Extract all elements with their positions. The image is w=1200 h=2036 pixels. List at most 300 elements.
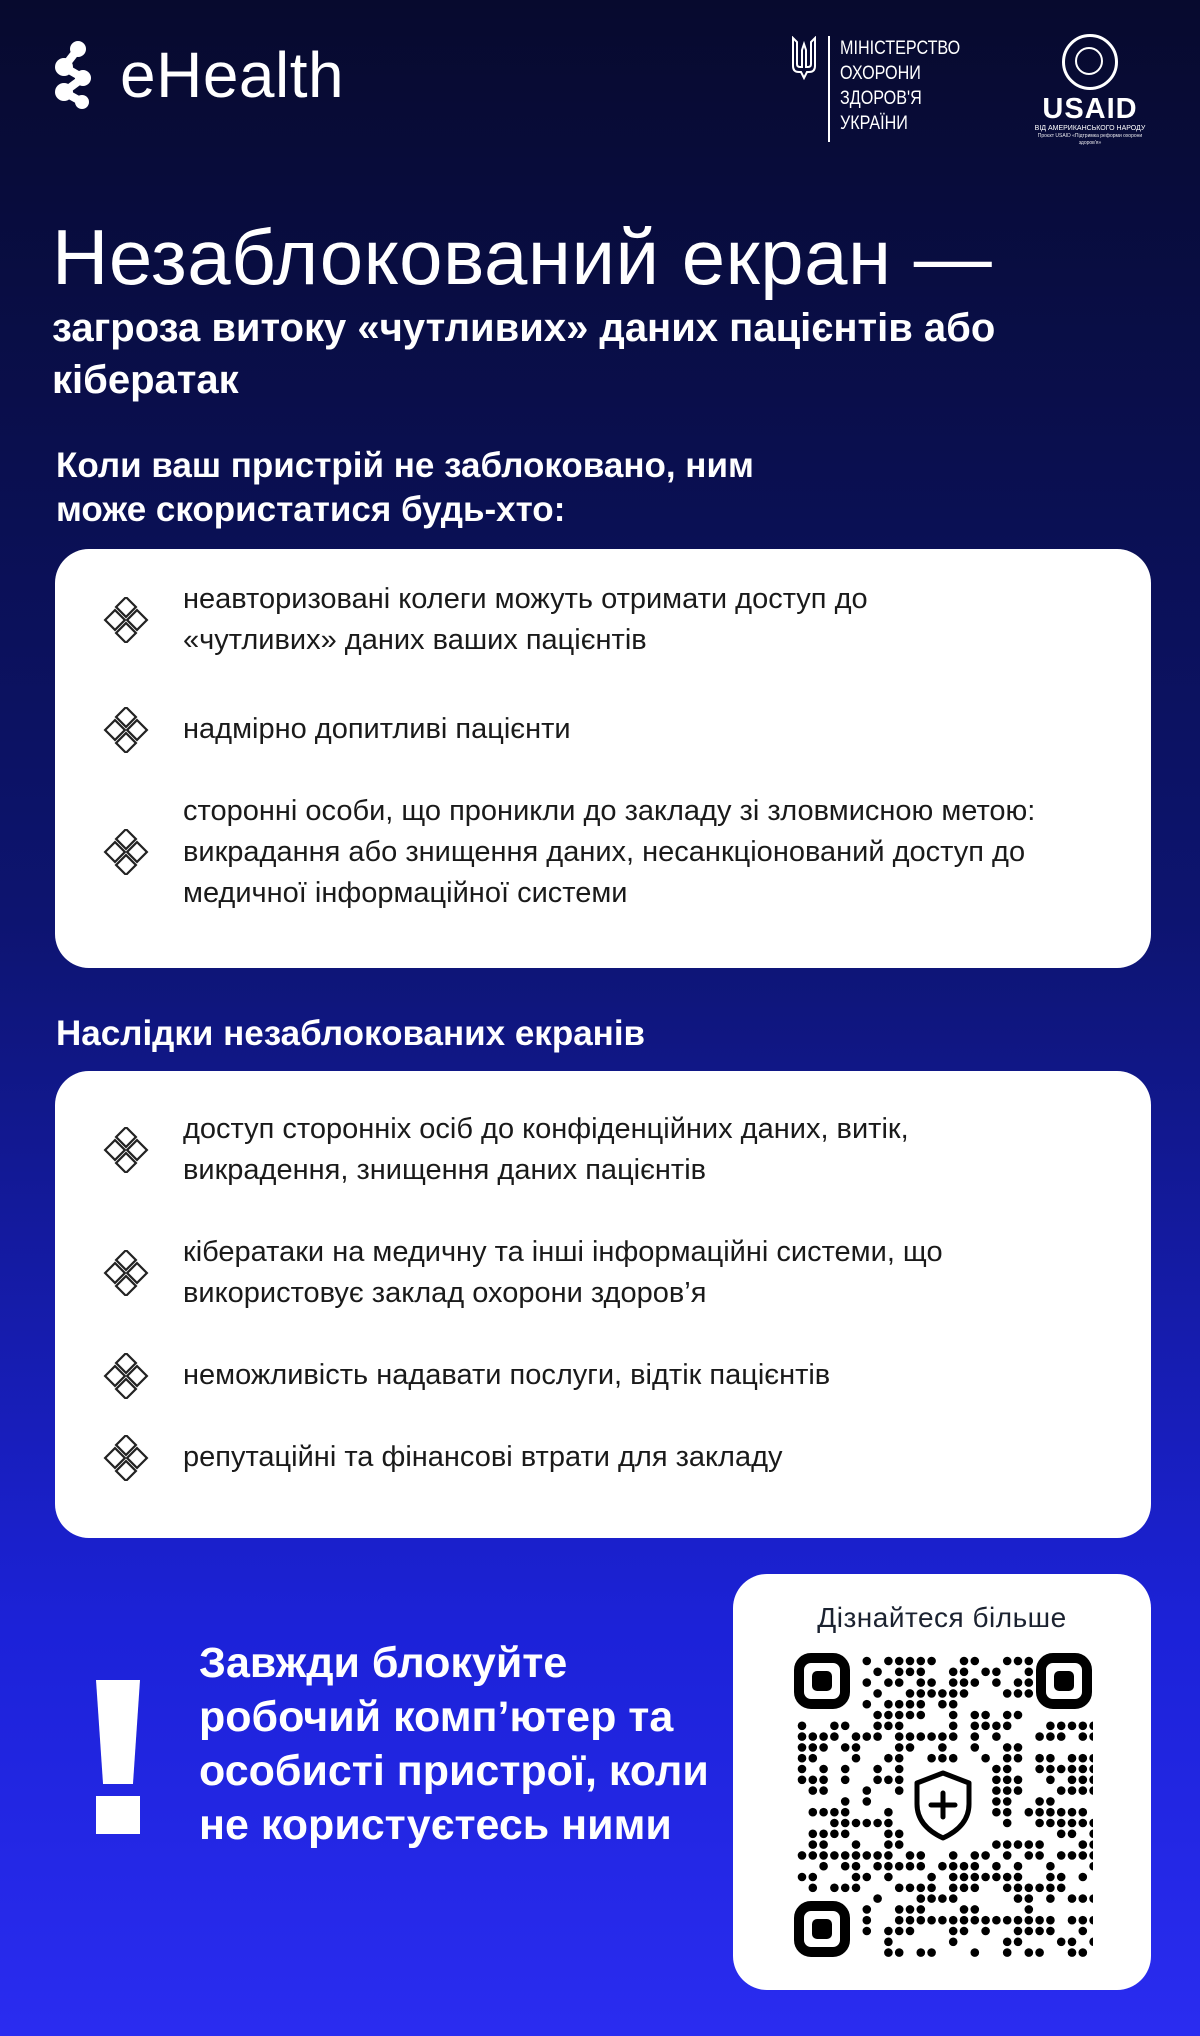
qr-dot xyxy=(992,1862,1001,1871)
qr-dot xyxy=(1089,1754,1093,1763)
qr-dot xyxy=(809,1840,818,1849)
qr-dot xyxy=(873,1765,882,1774)
page-subtitle: загроза витоку «чутливих» даних пацієнтів або кібератак xyxy=(52,306,996,402)
qr-dot xyxy=(1046,1765,1055,1774)
qr-dot xyxy=(809,1743,818,1752)
qr-dot xyxy=(949,1851,958,1860)
qr-dot xyxy=(809,1808,818,1817)
qr-dot xyxy=(1079,1894,1088,1903)
qr-dot xyxy=(1068,1938,1077,1947)
qr-dot xyxy=(798,1722,807,1731)
qr-dot xyxy=(863,1657,872,1666)
qr-dot xyxy=(884,1722,893,1731)
qr-dot xyxy=(895,1754,904,1763)
qr-dot xyxy=(895,1840,904,1849)
qr-dot xyxy=(1079,1840,1088,1849)
qr-dot xyxy=(1089,1840,1093,1849)
qr-dot xyxy=(819,1808,828,1817)
qr-dot xyxy=(971,1948,980,1957)
diamond-cluster-icon xyxy=(103,1435,149,1481)
qr-dot xyxy=(809,1732,818,1741)
consequence-item-text: неможливість надавати послуги, відтік пацієнтів xyxy=(183,1359,831,1391)
qr-dot xyxy=(1003,1657,1012,1666)
qr-dot xyxy=(1035,1797,1044,1806)
qr-dot xyxy=(949,1754,958,1763)
qr-dot xyxy=(884,1678,893,1687)
qr-dot xyxy=(1046,1884,1055,1893)
qr-dot xyxy=(884,1776,893,1785)
qr-dot xyxy=(960,1916,969,1925)
qr-dot xyxy=(992,1776,1001,1785)
diamond-cluster-icon xyxy=(103,829,149,875)
qr-dot xyxy=(1003,1743,1012,1752)
qr-dot xyxy=(819,1765,828,1774)
qr-dot xyxy=(1035,1916,1044,1925)
qr-dot xyxy=(1089,1732,1093,1741)
qr-dot xyxy=(863,1819,872,1828)
qr-dot xyxy=(852,1862,861,1871)
qr-dot xyxy=(884,1700,893,1709)
qr-dot xyxy=(884,1851,893,1860)
qr-dot xyxy=(1003,1819,1012,1828)
risks-card xyxy=(55,549,1151,968)
qr-dot xyxy=(971,1711,980,1720)
qr-dot xyxy=(1079,1873,1088,1882)
qr-dot xyxy=(841,1862,850,1871)
qr-dot xyxy=(841,1776,850,1785)
usaid-subtitle: ВІД АМЕРИКАНСЬКОГО НАРОДУ xyxy=(1034,125,1146,132)
qr-dot xyxy=(1003,1722,1012,1731)
qr-dot xyxy=(1089,1851,1093,1860)
qr-dot xyxy=(917,1894,926,1903)
qr-dot xyxy=(917,1711,926,1720)
qr-dot xyxy=(992,1732,1001,1741)
qr-dot xyxy=(992,1808,1001,1817)
qr-dot xyxy=(1025,1851,1034,1860)
qr-dot xyxy=(938,1732,947,1741)
diamond-cluster-icon xyxy=(103,1353,149,1399)
qr-dot xyxy=(992,1765,1001,1774)
qr-dot xyxy=(863,1797,872,1806)
qr-dot xyxy=(906,1884,915,1893)
qr-dot xyxy=(863,1927,872,1936)
qr-dot xyxy=(895,1862,904,1871)
qr-dot xyxy=(906,1743,915,1752)
qr-dot xyxy=(895,1743,904,1752)
qr-dot xyxy=(1014,1938,1023,1947)
qr-dot xyxy=(863,1700,872,1709)
qr-dot xyxy=(949,1668,958,1677)
qr-dot xyxy=(960,1884,969,1893)
qr-dot xyxy=(1057,1808,1066,1817)
qr-dot xyxy=(863,1851,872,1860)
qr-dot xyxy=(830,1851,839,1860)
qr-dot xyxy=(1089,1916,1093,1925)
qr-dot xyxy=(819,1862,828,1871)
qr-dot xyxy=(884,1862,893,1871)
qr-dot xyxy=(884,1873,893,1882)
qr-dot xyxy=(863,1678,872,1687)
qr-dot xyxy=(917,1678,926,1687)
qr-dot xyxy=(971,1884,980,1893)
qr-dot xyxy=(927,1916,936,1925)
qr-dot xyxy=(873,1776,882,1785)
qr-dot xyxy=(1079,1808,1088,1817)
ehealth-logo[interactable] xyxy=(52,38,344,112)
qr-dot xyxy=(873,1894,882,1903)
qr-dot xyxy=(841,1884,850,1893)
qr-dot xyxy=(917,1905,926,1914)
qr-dot xyxy=(873,1819,882,1828)
qr-dot xyxy=(938,1689,947,1698)
qr-dot xyxy=(927,1948,936,1957)
qr-dot xyxy=(830,1819,839,1828)
qr-dot xyxy=(1035,1851,1044,1860)
qr-dot xyxy=(1089,1862,1093,1871)
qr-dot xyxy=(981,1916,990,1925)
ministry-divider xyxy=(828,36,830,142)
qr-dot xyxy=(798,1851,807,1860)
qr-dot xyxy=(927,1884,936,1893)
qr-dot xyxy=(830,1808,839,1817)
qr-dot xyxy=(1068,1894,1077,1903)
qr-dot xyxy=(906,1689,915,1698)
page-title: Незаблокований екран — xyxy=(52,213,993,301)
qr-dot xyxy=(841,1808,850,1817)
qr-dot xyxy=(1046,1732,1055,1741)
qr-dot xyxy=(938,1754,947,1763)
qr-dot xyxy=(1057,1830,1066,1839)
qr-dot xyxy=(1014,1916,1023,1925)
qr-dot xyxy=(1079,1722,1088,1731)
qr-card[interactable] xyxy=(733,1574,1151,1990)
risk-item-text: сторонні особи, що проникли до закладу зі зловмисною метою: викрадання або знищення даних, несанкціонований доступ до медичної інформаційної системи xyxy=(183,795,1036,909)
qr-dot xyxy=(971,1873,980,1882)
qr-dot xyxy=(971,1862,980,1871)
qr-dot xyxy=(1035,1927,1044,1936)
qr-dot xyxy=(1003,1797,1012,1806)
qr-dot xyxy=(1003,1938,1012,1947)
list-item xyxy=(55,1437,1151,1478)
section-heading-consequences: Наслідки незаблокованих екранів xyxy=(56,1014,646,1053)
qr-dot xyxy=(895,1786,904,1795)
qr-dot xyxy=(992,1786,1001,1795)
qr-dot xyxy=(809,1830,818,1839)
qr-dot xyxy=(1003,1884,1012,1893)
qr-dot xyxy=(1068,1808,1077,1817)
qr-dot xyxy=(895,1776,904,1785)
qr-dot xyxy=(1089,1938,1093,1947)
qr-dot xyxy=(1068,1851,1077,1860)
qr-dot xyxy=(895,1678,904,1687)
qr-dot xyxy=(906,1732,915,1741)
qr-dot xyxy=(960,1657,969,1666)
qr-dot xyxy=(819,1732,828,1741)
qr-dot xyxy=(1079,1765,1088,1774)
qr-dot xyxy=(971,1851,980,1860)
qr-dot xyxy=(1025,1905,1034,1914)
qr-dot xyxy=(992,1797,1001,1806)
qr-dot xyxy=(1035,1754,1044,1763)
qr-dot xyxy=(938,1916,947,1925)
qr-dot xyxy=(1035,1808,1044,1817)
qr-dot xyxy=(949,1873,958,1882)
list-item xyxy=(55,579,1151,661)
qr-dot xyxy=(1014,1884,1023,1893)
call-to-action: Завжди блокуйте робочий комп’ютер та особисті пристрої, коли не користуєтесь ними xyxy=(199,1639,709,1849)
ehealth-logo-icon xyxy=(52,40,94,110)
qr-dot xyxy=(1035,1819,1044,1828)
qr-dot xyxy=(949,1722,958,1731)
qr-dot xyxy=(884,1754,893,1763)
section-heading-risks: Коли ваш пристрій не заблоковано, ним може скористатися будь-хто: xyxy=(56,446,754,529)
qr-dot xyxy=(1068,1786,1077,1795)
qr-dot xyxy=(884,1808,893,1817)
qr-dot xyxy=(1089,1819,1093,1828)
qr-dot xyxy=(884,1830,893,1839)
qr-dot xyxy=(1025,1657,1034,1666)
qr-dot xyxy=(927,1657,936,1666)
qr-dot xyxy=(981,1668,990,1677)
qr-dot xyxy=(927,1754,936,1763)
qr-dot xyxy=(841,1819,850,1828)
qr-dot xyxy=(1035,1884,1044,1893)
qr-dot xyxy=(938,1862,947,1871)
qr-dot xyxy=(992,1678,1001,1687)
qr-dot xyxy=(906,1916,915,1925)
qr-dot xyxy=(852,1884,861,1893)
qr-dot xyxy=(798,1776,807,1785)
qr-dot xyxy=(873,1668,882,1677)
qr-dot xyxy=(906,1862,915,1871)
qr-dot xyxy=(798,1732,807,1741)
qr-dot xyxy=(1089,1722,1093,1731)
ministry-logo xyxy=(790,36,981,142)
qr-dot xyxy=(927,1678,936,1687)
qr-dot xyxy=(1057,1938,1066,1947)
risk-item-text: надмірно допитливі пацієнти xyxy=(183,713,571,745)
qr-dot xyxy=(1079,1927,1088,1936)
qr-dot xyxy=(1079,1732,1088,1741)
qr-dot xyxy=(971,1678,980,1687)
qr-dot xyxy=(949,1894,958,1903)
qr-dot xyxy=(906,1927,915,1936)
qr-dot xyxy=(852,1819,861,1828)
qr-dot xyxy=(895,1700,904,1709)
qr-dot xyxy=(1089,1830,1093,1839)
qr-dot xyxy=(960,1862,969,1871)
qr-dot xyxy=(895,1722,904,1731)
qr-dot xyxy=(895,1916,904,1925)
qr-dot xyxy=(1014,1894,1023,1903)
qr-dot xyxy=(819,1851,828,1860)
qr-dot xyxy=(1046,1894,1055,1903)
qr-dot xyxy=(960,1873,969,1882)
qr-dot xyxy=(1003,1786,1012,1795)
qr-dot xyxy=(960,1689,969,1698)
qr-dot xyxy=(841,1722,850,1731)
qr-dot xyxy=(798,1873,807,1882)
qr-dot xyxy=(863,1732,872,1741)
diamond-cluster-icon xyxy=(103,707,149,753)
list-item xyxy=(55,1109,1151,1191)
qr-dot xyxy=(1014,1754,1023,1763)
qr-dot xyxy=(1025,1808,1034,1817)
qr-dot xyxy=(1046,1862,1055,1871)
qr-dot xyxy=(1068,1916,1077,1925)
qr-dot xyxy=(906,1711,915,1720)
qr-dot xyxy=(917,1700,926,1709)
list-item xyxy=(55,1232,1151,1314)
qr-dot xyxy=(992,1873,1001,1882)
qr-dot xyxy=(960,1678,969,1687)
qr-dot xyxy=(1046,1797,1055,1806)
qr-dot xyxy=(1079,1916,1088,1925)
trident-icon xyxy=(790,36,818,80)
qr-dot xyxy=(798,1765,807,1774)
qr-dot xyxy=(1014,1840,1023,1849)
qr-dot xyxy=(981,1873,990,1882)
qr-dot xyxy=(949,1678,958,1687)
qr-dot xyxy=(927,1873,936,1882)
qr-dot xyxy=(1014,1678,1023,1687)
diamond-cluster-icon xyxy=(103,1250,149,1296)
qr-dot xyxy=(863,1916,872,1925)
qr-dot xyxy=(1003,1765,1012,1774)
qr-dot xyxy=(1025,1927,1034,1936)
qr-dot xyxy=(852,1851,861,1860)
qr-dot xyxy=(906,1851,915,1860)
qr-dot xyxy=(1035,1948,1044,1957)
qr-dot xyxy=(830,1884,839,1893)
qr-dot xyxy=(917,1689,926,1698)
qr-dot xyxy=(1057,1873,1066,1882)
qr-dot xyxy=(1025,1948,1034,1957)
qr-dot xyxy=(927,1894,936,1903)
qr-dot xyxy=(1046,1776,1055,1785)
qr-dot xyxy=(852,1732,861,1741)
qr-dot xyxy=(809,1884,818,1893)
qr-dot xyxy=(798,1754,807,1763)
qr-dot xyxy=(884,1840,893,1849)
qr-dot xyxy=(1089,1776,1093,1785)
risk-item-text: неавторизовані колеги можуть отримати доступ до «чутливих» даних ваших пацієнтів xyxy=(183,583,868,656)
qr-dot xyxy=(1068,1754,1077,1763)
qr-dot xyxy=(971,1743,980,1752)
qr-dot xyxy=(960,1927,969,1936)
qr-dot xyxy=(841,1765,850,1774)
qr-dot xyxy=(895,1884,904,1893)
qr-dot xyxy=(1014,1786,1023,1795)
qr-dot xyxy=(1003,1776,1012,1785)
qr-dot xyxy=(1057,1851,1066,1860)
qr-dot xyxy=(1003,1851,1012,1860)
qr-dot xyxy=(819,1776,828,1785)
qr-dot xyxy=(1057,1884,1066,1893)
qr-code[interactable] xyxy=(793,1652,1093,1958)
qr-dot xyxy=(1014,1873,1023,1882)
qr-dot xyxy=(960,1668,969,1677)
qr-dot xyxy=(981,1711,990,1720)
qr-dot xyxy=(884,1819,893,1828)
qr-dot xyxy=(1003,1689,1012,1698)
qr-dot xyxy=(841,1743,850,1752)
qr-dot xyxy=(1003,1754,1012,1763)
qr-dot xyxy=(938,1700,947,1709)
qr-dot xyxy=(895,1830,904,1839)
qr-dot xyxy=(1003,1873,1012,1882)
qr-dot xyxy=(1089,1894,1093,1903)
qr-dot xyxy=(895,1927,904,1936)
qr-dot xyxy=(1068,1819,1077,1828)
qr-dot xyxy=(949,1711,958,1720)
logo-text: eHealth xyxy=(120,39,345,111)
qr-dot xyxy=(1079,1786,1088,1795)
qr-dot xyxy=(1003,1948,1012,1957)
qr-dot xyxy=(809,1776,818,1785)
qr-dot xyxy=(938,1743,947,1752)
qr-dot xyxy=(863,1786,872,1795)
qr-dot xyxy=(1014,1711,1023,1720)
qr-dot xyxy=(917,1851,926,1860)
consequence-item-text: репутаційні та фінансові втрати для закладу xyxy=(183,1441,783,1473)
qr-dot xyxy=(1079,1754,1088,1763)
qr-dot xyxy=(873,1862,882,1871)
qr-dot xyxy=(906,1700,915,1709)
qr-dot xyxy=(830,1722,839,1731)
qr-dot xyxy=(927,1732,936,1741)
qr-dot xyxy=(841,1851,850,1860)
qr-dot xyxy=(971,1657,980,1666)
qr-dot xyxy=(884,1711,893,1720)
qr-dot xyxy=(992,1668,1001,1677)
usaid-logo xyxy=(1030,34,1150,147)
qr-dot xyxy=(1014,1776,1023,1785)
qr-dot xyxy=(1003,1711,1012,1720)
qr-dot xyxy=(1089,1765,1093,1774)
qr-dot xyxy=(1003,1808,1012,1817)
qr-dot xyxy=(1057,1765,1066,1774)
qr-dot xyxy=(949,1916,958,1925)
qr-dot xyxy=(1079,1948,1088,1957)
qr-dot xyxy=(1057,1819,1066,1828)
qr-dot xyxy=(949,1884,958,1893)
qr-dot xyxy=(1025,1884,1034,1893)
qr-dot xyxy=(917,1884,926,1893)
qr-dot xyxy=(1046,1916,1055,1925)
qr-dot xyxy=(819,1830,828,1839)
qr-dot xyxy=(819,1743,828,1752)
qr-dot xyxy=(819,1840,828,1849)
qr-dot xyxy=(873,1711,882,1720)
qr-dot xyxy=(852,1873,861,1882)
diamond-cluster-icon xyxy=(103,1127,149,1173)
qr-dot xyxy=(981,1754,990,1763)
qr-dot xyxy=(960,1905,969,1914)
qr-dot xyxy=(1025,1840,1034,1849)
qr-dot xyxy=(1068,1830,1077,1839)
qr-dot xyxy=(819,1786,828,1795)
qr-dot xyxy=(917,1862,926,1871)
qr-dot xyxy=(830,1830,839,1839)
qr-dot xyxy=(852,1743,861,1752)
usaid-project: Проєкт USAID «Підтримка реформи охорони здоров'я» xyxy=(1037,133,1143,146)
qr-dot xyxy=(1014,1743,1023,1752)
qr-dot xyxy=(809,1851,818,1860)
qr-dot xyxy=(863,1905,872,1914)
qr-dot xyxy=(873,1689,882,1698)
qr-dot xyxy=(1014,1689,1023,1698)
